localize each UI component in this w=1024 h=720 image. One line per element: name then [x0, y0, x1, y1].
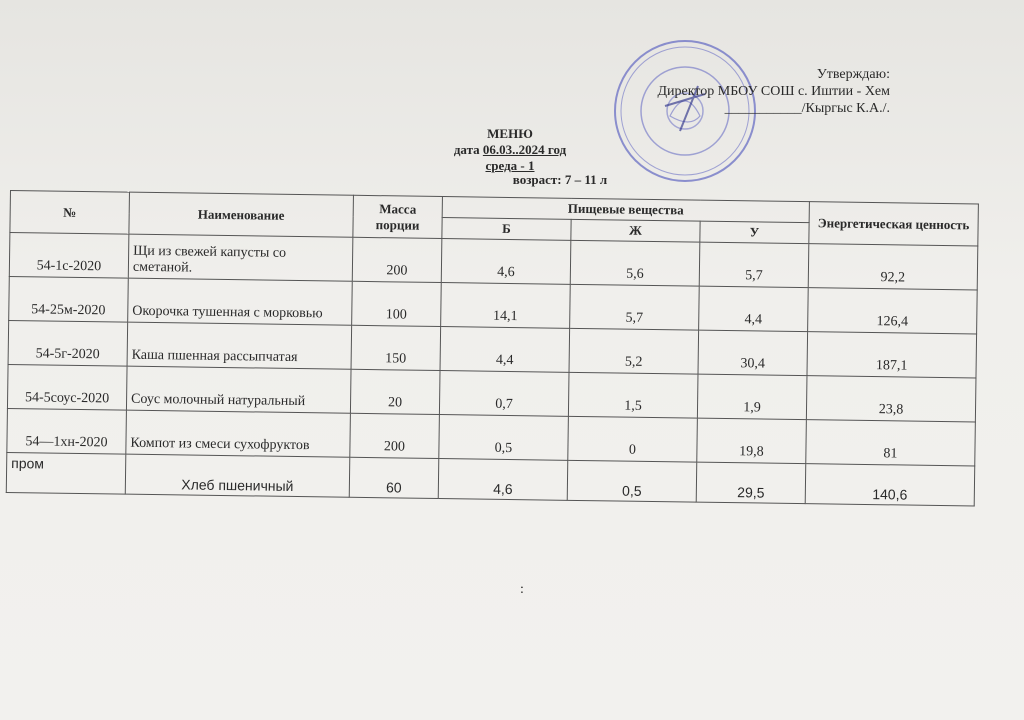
row-mass: 60 [349, 457, 439, 498]
col-num-header: № [10, 191, 130, 235]
row-u: 5,7 [699, 242, 809, 288]
footer-mark: : [520, 582, 524, 597]
row-code: 54-5г-2020 [8, 320, 128, 366]
col-nutrients-header: Пищевые вещества [442, 197, 809, 223]
row-energy: 81 [806, 420, 976, 466]
row-code: 54-25м-2020 [9, 276, 129, 322]
col-name-header: Наименование [129, 192, 354, 237]
approval-block [620, 66, 890, 117]
row-b: 14,1 [441, 283, 571, 329]
row-energy: 92,2 [808, 244, 978, 290]
row-u: 19,8 [697, 418, 807, 464]
row-mass: 20 [350, 369, 440, 414]
approval-line-3: ___________/Кыргыс К.А./. [724, 101, 890, 116]
row-mass: 150 [351, 325, 441, 370]
row-energy: 140,6 [805, 464, 975, 506]
row-u: 29,5 [696, 462, 806, 504]
row-zh: 5,2 [569, 328, 699, 374]
row-b: 4,6 [438, 459, 568, 501]
row-name: Хлеб пшеничный [125, 454, 350, 497]
row-energy: 126,4 [808, 288, 978, 334]
row-energy: 23,8 [806, 376, 976, 422]
row-mass: 200 [350, 413, 440, 458]
menu-table [6, 190, 979, 506]
approval-line-2: Директор МБОУ СОШ с. Иштии - Хем [657, 84, 890, 99]
row-b: 4,4 [440, 327, 570, 373]
row-name: Соус молочный натуральный [126, 366, 351, 413]
row-energy: 187,1 [807, 332, 977, 378]
row-b: 4,6 [441, 239, 571, 285]
menu-age: возраст: 7 – 11 л [512, 172, 608, 187]
row-mass: 100 [352, 281, 442, 326]
row-zh: 5,7 [570, 284, 700, 330]
menu-day: среда - 1 [485, 158, 535, 173]
date-value: 06.03..2024 год [482, 142, 567, 157]
col-mass-header: Масса порции [353, 195, 443, 238]
menu-date [400, 142, 620, 158]
row-zh: 1,5 [568, 372, 698, 418]
row-name: Щи из свежей капусты со сметаной. [128, 234, 353, 281]
row-name: Окорочка тушенная с морковью [128, 278, 353, 325]
row-u: 1,9 [697, 374, 807, 420]
row-b: 0,7 [439, 371, 569, 417]
row-b: 0,5 [439, 415, 569, 461]
row-code: пром [6, 452, 126, 494]
row-zh: 0,5 [567, 460, 697, 502]
row-code: 54—1хн-2020 [7, 408, 127, 454]
col-u-header: У [700, 221, 809, 244]
row-code: 54-5соус-2020 [7, 364, 127, 410]
menu-title: МЕНЮ [487, 126, 533, 141]
row-zh: 0 [568, 416, 698, 462]
row-u: 30,4 [698, 330, 808, 376]
row-code: 54-1с-2020 [9, 233, 129, 279]
col-energy-header: Энергетическая ценность [809, 202, 979, 246]
col-b-header: Б [442, 218, 571, 241]
col-zh-header: Ж [571, 219, 700, 242]
approval-line-1: Утверждаю: [816, 67, 890, 82]
row-name: Компот из смеси сухофруктов [126, 410, 351, 457]
row-u: 4,4 [699, 286, 809, 332]
date-prefix: дата [453, 142, 483, 157]
row-zh: 5,6 [570, 240, 700, 286]
row-mass: 200 [352, 237, 442, 282]
row-name: Каша пшенная рассыпчатая [127, 322, 352, 369]
